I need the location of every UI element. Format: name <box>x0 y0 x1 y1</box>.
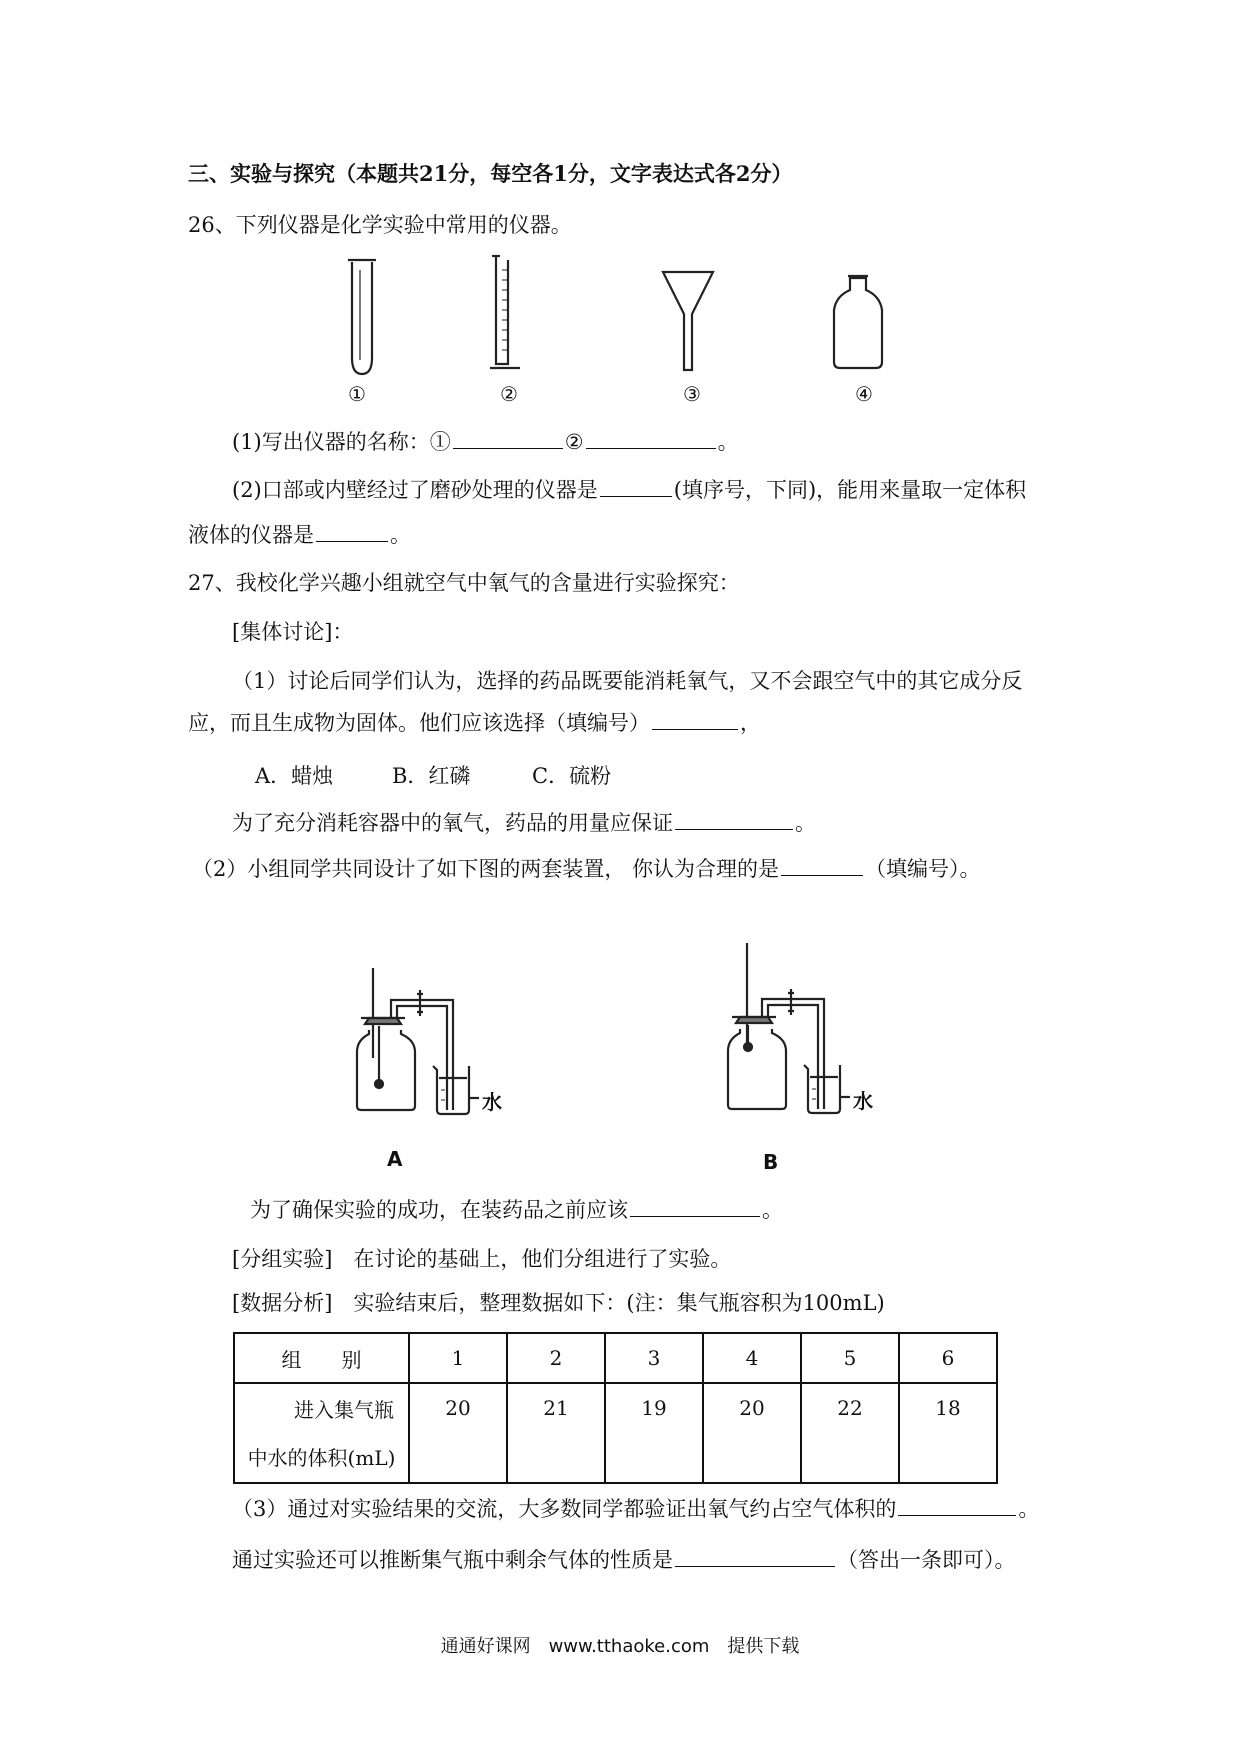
dose-line <box>232 809 816 837</box>
table-value-cell: 20 <box>409 1383 507 1483</box>
dose-text: 为了充分消耗容器中的氧气，药品的用量应保证 <box>232 811 673 835</box>
option-b: B．红磷 <box>392 764 471 788</box>
q27-part3-line2-text: 通过实验还可以推断集气瓶中剩余气体的性质是 <box>232 1548 673 1572</box>
answer-blank-instrument-2[interactable] <box>586 428 716 449</box>
data-analysis: [数据分析] 实验结束后，整理数据如下：(注：集气瓶容积为100mL) <box>232 1291 885 1315</box>
table-group-cell: 6 <box>899 1333 997 1383</box>
table-group-cell: 2 <box>507 1333 605 1383</box>
table-group-cell: 4 <box>703 1333 801 1383</box>
check-end: 。 <box>762 1198 783 1222</box>
q27-part3-line2-end: （答出一条即可）。 <box>837 1548 1016 1572</box>
q27-part3-line2 <box>232 1546 1016 1574</box>
q27-part2 <box>192 855 981 883</box>
q27-part1-line2-end: ， <box>740 711 761 735</box>
water-label-a: 水 <box>482 1090 502 1114</box>
q27-part2-end: （填编号）。 <box>865 857 981 881</box>
q26-part2 <box>232 476 1026 504</box>
q26-stem: 26、下列仪器是化学实验中常用的仪器。 <box>188 213 572 237</box>
group-experiment: [分组实验] 在讨论的基础上，他们分组进行了实验。 <box>232 1247 732 1271</box>
option-a: A．蜡烛 <box>255 764 334 788</box>
label-4: ④ <box>855 382 873 406</box>
q27-part1-line1: （1）讨论后同学们认为，选择的药品既要能消耗氧气，又不会跟空气中的其它成分反 <box>232 669 1023 693</box>
q27-part2-text: （2）小组同学共同设计了如下图的两套装置， 你认为合理的是 <box>192 857 780 881</box>
table-row-label-line1: 进入集气瓶 <box>294 1398 394 1422</box>
wide-mouth-bottle-drawing <box>834 276 882 368</box>
q27-part3-end: 。 <box>1018 1497 1040 1521</box>
answer-blank-dose[interactable] <box>675 809 793 830</box>
table-header-row <box>234 1333 997 1383</box>
test-tube-drawing <box>348 260 376 374</box>
answer-blank-remaining-gas[interactable] <box>675 1546 835 1567</box>
answer-blank-ground-glass[interactable] <box>600 476 672 497</box>
funnel-drawing <box>663 272 713 370</box>
answer-blank-apparatus-choice[interactable] <box>781 855 863 876</box>
q26-part2-mid: (填序号，下同)，能用来量取一定体积 <box>673 478 1027 502</box>
q26-part1-end: 。 <box>717 430 739 454</box>
table-value-cell: 18 <box>899 1383 997 1483</box>
discussion-label: [集体讨论]： <box>232 620 354 644</box>
answer-blank-instrument-1[interactable] <box>453 428 563 449</box>
label-1: ① <box>348 382 366 406</box>
check-text: 为了确保实验的成功，在装药品之前应该 <box>250 1198 628 1222</box>
q26-part1-mark2: ② <box>564 430 584 454</box>
graduated-cylinder-drawing <box>490 256 520 368</box>
q26-part2-line2 <box>188 521 411 549</box>
water-label-b: 水 <box>853 1089 873 1113</box>
q27-part1-line2 <box>188 709 761 737</box>
q27-stem: 27、我校化学兴趣小组就空气中氧气的含量进行实验探究： <box>188 571 740 595</box>
table-row-label-line2: 中水的体积(mL) <box>247 1446 396 1470</box>
answer-blank-measure-volume[interactable] <box>316 521 388 542</box>
apparatus-b-drawing <box>712 935 902 1135</box>
q27-part1-line2-text: 应，而且生成物为固体。他们应该选择（填编号） <box>188 711 650 735</box>
apparatus-a-label: A <box>387 1147 403 1171</box>
q26-part1-mark1: ① <box>429 430 451 454</box>
answer-blank-oxygen-fraction[interactable] <box>898 1495 1016 1516</box>
check-line <box>250 1196 783 1224</box>
table-value-cell: 19 <box>605 1383 703 1483</box>
q27-part3 <box>232 1495 1039 1523</box>
option-c: C．硫粉 <box>532 764 612 788</box>
answer-blank-chemical-choice[interactable] <box>652 709 738 730</box>
page-footer: 通通好课网 www.tthaoke.com 提供下载 <box>440 1636 800 1657</box>
q26-part1 <box>232 428 739 456</box>
q27-part3-text: （3）通过对实验结果的交流，大多数同学都验证出氧气约占空气体积的 <box>232 1497 897 1521</box>
instruments-figure <box>330 250 920 410</box>
q26-part2-text: (2)口部或内壁经过了磨砂处理的仪器是 <box>232 478 598 502</box>
table-value-cell: 20 <box>703 1383 801 1483</box>
table-group-cell: 3 <box>605 1333 703 1383</box>
data-table <box>233 1332 998 1484</box>
label-3: ③ <box>683 382 701 406</box>
table-group-cell: 1 <box>409 1333 507 1383</box>
q26-part1-prefix: (1)写出仪器的名称： <box>232 430 430 454</box>
section-title: 三、实验与探究（本题共21分，每空各1分，文字表达式各2分） <box>188 161 793 186</box>
answer-blank-check[interactable] <box>630 1196 760 1217</box>
apparatus-b-label: B <box>763 1150 779 1174</box>
apparatus-a-drawing <box>345 960 535 1140</box>
table-value-cell: 21 <box>507 1383 605 1483</box>
table-header-label: 组 别 <box>234 1333 409 1383</box>
label-2: ② <box>500 382 518 406</box>
table-value-cell: 22 <box>801 1383 899 1483</box>
table-group-cell: 5 <box>801 1333 899 1383</box>
dose-end: 。 <box>795 811 816 835</box>
table-data-row <box>234 1383 997 1483</box>
q26-part2-line2-text: 液体的仪器是 <box>188 523 314 547</box>
q26-part2-end: 。 <box>390 523 411 547</box>
table-row-label <box>234 1383 409 1483</box>
